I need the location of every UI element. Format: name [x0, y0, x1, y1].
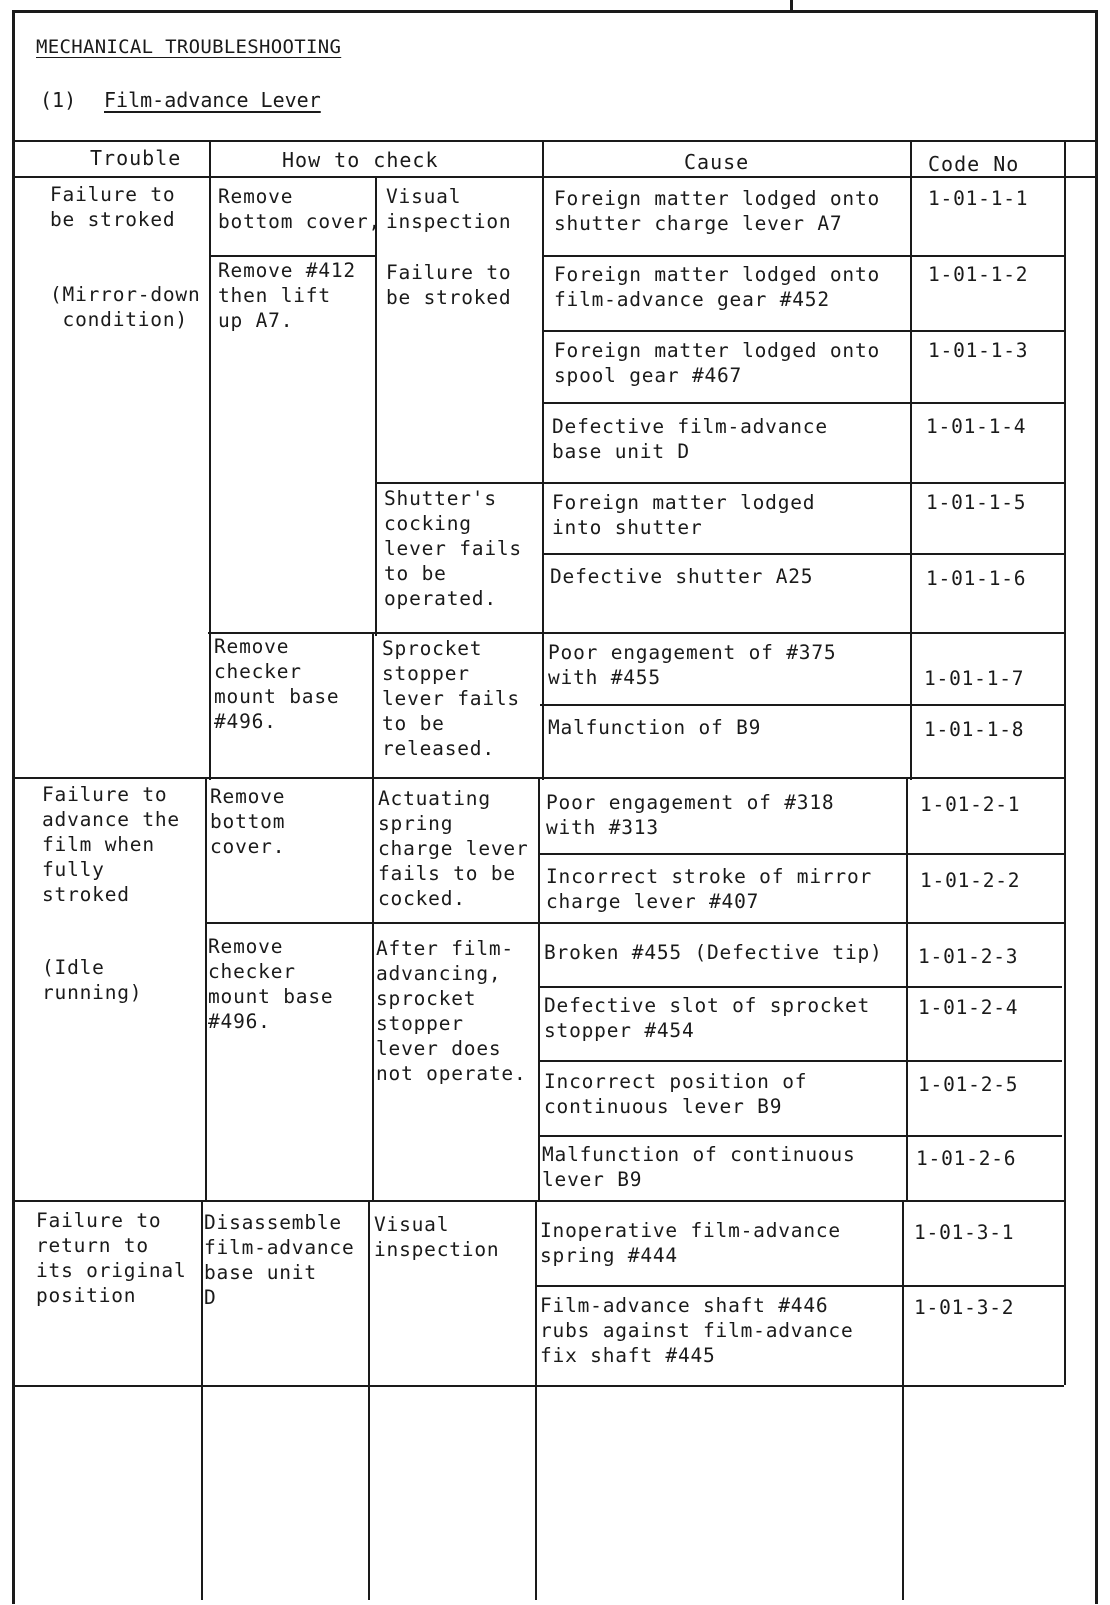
check-observation-cell: Sprocket stopper lever fails to be released.: [382, 637, 520, 760]
column-divider: [542, 140, 544, 780]
check-observation-cell: Shutter's cocking lever fails to be operated.: [384, 487, 522, 610]
header-code-no: Code No: [928, 152, 1020, 176]
cause-cell: Foreign matter lodged into shutter: [552, 491, 816, 539]
check-observation-cell: Actuating spring charge lever fails to be cocked.: [378, 787, 529, 910]
code-cell: 1-01-1-7: [924, 667, 1025, 690]
group-divider: [14, 777, 1066, 779]
row-divider: [544, 330, 1066, 332]
trouble-cell: Failure to be stroked: [50, 183, 176, 231]
row-divider: [540, 704, 1066, 706]
table-right-border: [1064, 140, 1066, 1385]
cause-cell: Broken #455 (Defective tip): [544, 941, 883, 964]
trouble-condition-cell: (Idle running): [42, 956, 143, 1004]
column-divider: [910, 140, 912, 780]
row-divider: [544, 402, 1066, 404]
cause-cell: Incorrect position of continuous lever B9: [544, 1070, 808, 1118]
check-observation-cell: Visual inspection: [386, 185, 512, 233]
cause-cell: Defective shutter A25: [550, 565, 814, 588]
code-cell: 1-01-1-3: [928, 339, 1029, 362]
cause-cell: Foreign matter lodged onto film-advance gear #452: [554, 263, 881, 311]
row-divider: [544, 553, 1066, 555]
column-divider: [209, 140, 211, 780]
row-divider: [538, 1135, 1062, 1137]
cause-cell: Foreign matter lodged onto shutter charge lever A7: [554, 187, 881, 235]
column-divider: [368, 1200, 370, 1600]
code-cell: 1-01-1-1: [928, 187, 1029, 210]
section-title: Film-advance Lever: [104, 88, 321, 112]
header-trouble: Trouble: [90, 146, 182, 170]
code-cell: 1-01-2-4: [918, 996, 1019, 1019]
trouble-cell: Failure to advance the film when fully stroked: [42, 783, 180, 906]
check-action-cell: Remove #412 then lift up A7.: [218, 259, 356, 332]
cause-cell: Incorrect stroke of mirror charge lever #407: [546, 865, 873, 913]
code-cell: 1-01-1-2: [928, 263, 1029, 286]
row-divider: [544, 632, 1066, 634]
cause-cell: Defective slot of sprocket stopper #454: [544, 994, 871, 1042]
column-divider: [538, 777, 540, 1202]
document-heading: MECHANICAL TROUBLESHOOTING: [36, 36, 342, 58]
row-divider: [538, 986, 1062, 988]
code-cell: 1-01-2-6: [916, 1147, 1017, 1170]
column-divider: [906, 777, 908, 1202]
row-divider: [544, 255, 1066, 257]
code-cell: 1-01-3-2: [914, 1296, 1015, 1319]
cause-cell: Malfunction of continuous lever B9: [542, 1143, 856, 1191]
check-observation-cell: Visual inspection: [374, 1213, 500, 1261]
code-cell: 1-01-2-5: [918, 1073, 1019, 1096]
group-divider: [14, 1385, 1064, 1387]
cause-cell: Poor engagement of #318 with #313: [546, 791, 835, 839]
code-cell: 1-01-1-8: [924, 718, 1025, 741]
code-cell: 1-01-1-5: [926, 491, 1027, 514]
header-cause: Cause: [684, 150, 750, 174]
cause-cell: Defective film-advance base unit D: [552, 415, 828, 463]
check-observation-cell: Failure to be stroked: [386, 261, 512, 309]
top-tick-line: [790, 0, 793, 10]
code-cell: 1-01-3-1: [914, 1221, 1015, 1244]
check-action-cell: Remove bottom cover.: [210, 785, 286, 858]
row-divider: [544, 482, 1066, 484]
cause-cell: Film-advance shaft #446 rubs against film-advance fix shaft #445: [540, 1294, 854, 1367]
column-divider: [902, 1200, 904, 1600]
code-cell: 1-01-1-4: [926, 415, 1027, 438]
trouble-cell: Failure to return to its original position: [36, 1209, 187, 1307]
row-divider: [538, 1060, 1062, 1062]
row-divider: [536, 922, 1066, 924]
row-divider: [536, 1285, 1064, 1287]
code-cell: 1-01-1-6: [926, 567, 1027, 590]
code-cell: 1-01-2-1: [920, 793, 1021, 816]
check-action-cell: Disassemble film-advance base unit D: [204, 1211, 355, 1309]
header-how-to-check: How to check: [282, 148, 439, 172]
check-divider: [210, 255, 376, 257]
cause-cell: Poor engagement of #375 with #455: [548, 641, 837, 689]
check-action-cell: Remove bottom cover,: [218, 185, 382, 233]
cause-cell: Malfunction of B9: [548, 716, 762, 739]
code-cell: 1-01-2-3: [918, 945, 1019, 968]
cause-cell: Foreign matter lodged onto spool gear #467: [554, 339, 881, 387]
header-bottom-border: [14, 176, 1096, 178]
check-observation-cell: After film- advancing, sprocket stopper lever does not operate.: [376, 937, 527, 1085]
column-divider: [372, 632, 374, 1202]
code-cell: 1-01-2-2: [920, 869, 1021, 892]
column-divider: [205, 777, 207, 1202]
group-divider: [14, 1200, 1066, 1202]
column-divider: [375, 176, 377, 636]
section-number: (1): [40, 88, 77, 112]
cause-cell: Inoperative film-advance spring #444: [540, 1219, 841, 1267]
check-action-cell: Remove checker mount base #496.: [208, 935, 334, 1033]
column-divider: [201, 1200, 203, 1600]
check-action-cell: Remove checker mount base #496.: [214, 635, 340, 733]
trouble-condition-cell: (Mirror-down condition): [50, 283, 201, 331]
table-top-border: [14, 140, 1096, 142]
row-divider: [540, 853, 1066, 855]
observation-divider: [376, 482, 544, 484]
column-divider: [535, 1200, 537, 1600]
